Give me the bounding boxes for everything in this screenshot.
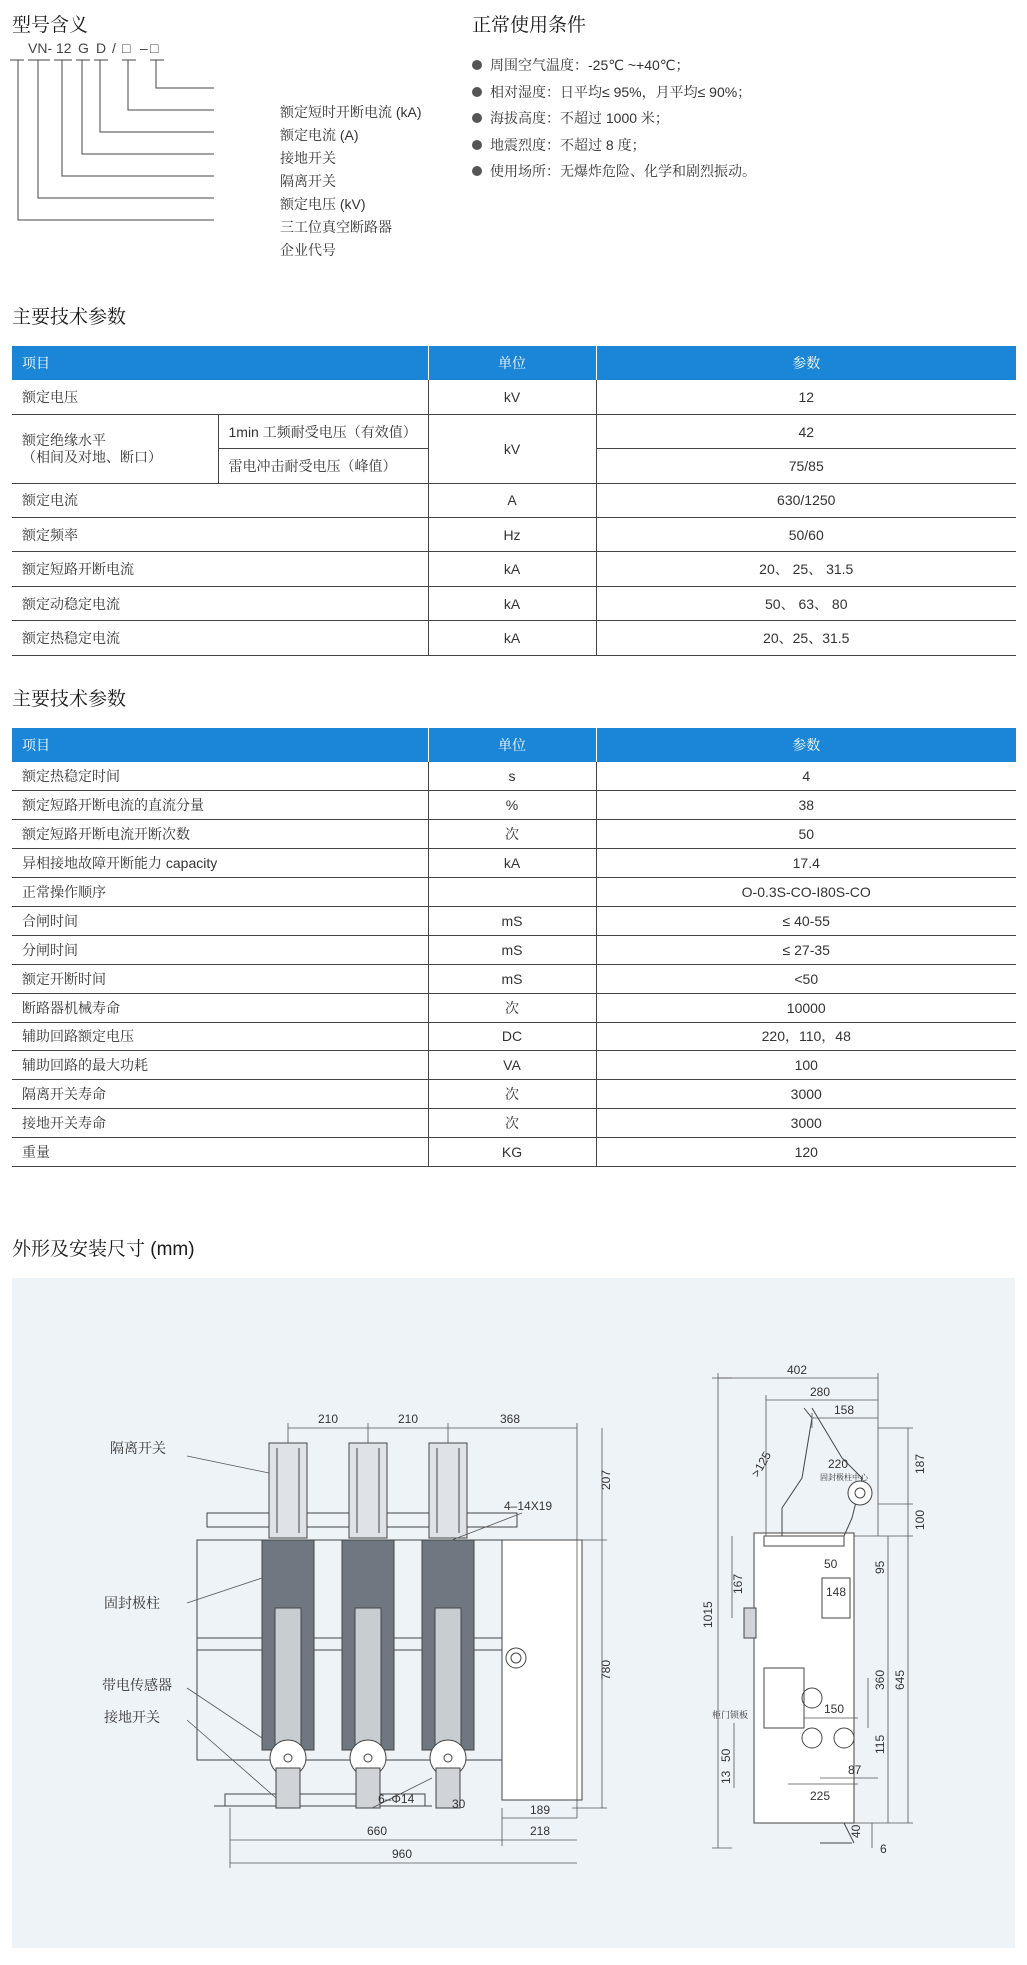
code-part-vn: VN- [28, 40, 53, 56]
dim-side-225: 225 [810, 1789, 831, 1803]
dim-front-189: 189 [530, 1803, 551, 1817]
dim-side-50b: 50 [719, 1748, 733, 1762]
table2-title: 主要技术参数 [12, 689, 127, 710]
dim-front-207: 207 [599, 1469, 613, 1490]
cell-value: 3000 [596, 1109, 1016, 1138]
dim-side-158: 158 [834, 1403, 855, 1417]
bullet-icon [472, 166, 482, 176]
cell-value: 20、25、31.5 [596, 621, 1016, 655]
model-code-diagram [10, 40, 450, 268]
cell-item: 额定热稳定时间 [12, 762, 428, 791]
cell-item: 分闸时间 [12, 935, 428, 964]
cell-subitem: 1min 工频耐受电压（有效值） [218, 414, 428, 448]
dim-side-100: 100 [913, 1509, 927, 1530]
cell-item [12, 414, 218, 483]
condition-text: 地震烈度：不超过 8 度； [490, 136, 646, 153]
bullet-icon [472, 60, 482, 70]
cell-value: 17.4 [596, 849, 1016, 878]
dim-side-148: 148 [826, 1585, 847, 1599]
dim-side-402: 402 [787, 1363, 808, 1377]
cell-item: 额定短路开断电流 [12, 552, 428, 586]
cell-item: 额定电流 [12, 483, 428, 517]
cell-item: 正常操作顺序 [12, 878, 428, 907]
dim-front-218: 218 [530, 1824, 551, 1838]
table-row [12, 552, 1016, 586]
label-breaker-type: 三工位真空断路器 [280, 219, 392, 235]
dim-side-6: 6 [880, 1842, 887, 1856]
cell-value: 50 [596, 820, 1016, 849]
cell-item: 额定热稳定电流 [12, 621, 428, 655]
conditions-list [472, 52, 992, 185]
table-row [12, 993, 1016, 1022]
cell-item: 断路器机械寿命 [12, 993, 428, 1022]
cell-item: 重量 [12, 1138, 428, 1167]
cell-item: 额定短路开断电流的直流分量 [12, 791, 428, 820]
cell-item: 接地开关寿命 [12, 1109, 428, 1138]
label-rated-current: 额定电流 (A) [280, 127, 359, 143]
bullet-icon [472, 87, 482, 97]
table-header-row [12, 728, 1016, 762]
cell-item: 异相接地故障开断能力 capacity [12, 849, 428, 878]
dim-front-210a: 210 [318, 1412, 339, 1426]
cell-unit: A [428, 483, 596, 517]
cell-item: 额定短路开断电流开断次数 [12, 820, 428, 849]
cell-unit: VA [428, 1051, 596, 1080]
cell-value: O-0.3S-CO-I80S-CO [596, 878, 1016, 907]
cell-value: <50 [596, 964, 1016, 993]
dimension-drawing [12, 1278, 1015, 1948]
condition-item [472, 79, 992, 106]
table-row [12, 878, 1016, 907]
table-row [12, 935, 1016, 964]
callout-pole: 固封极柱 [104, 1595, 160, 1611]
cell-value: 12 [596, 380, 1016, 414]
table1-title: 主要技术参数 [12, 307, 127, 328]
dim-side-50a: 50 [824, 1557, 838, 1571]
table-row [12, 1138, 1016, 1167]
cell-item: 辅助回路额定电压 [12, 1022, 428, 1051]
cell-value: 100 [596, 1051, 1016, 1080]
code-part-d: D [96, 40, 107, 56]
cell-item: 隔离开关寿命 [12, 1080, 428, 1109]
label-company-code: 企业代号 [280, 242, 336, 258]
cell-unit: DC [428, 1022, 596, 1051]
cell-unit: 次 [428, 820, 596, 849]
label-rated-voltage: 额定电压 (kV) [280, 196, 366, 212]
cell-value: 4 [596, 762, 1016, 791]
cell-value: ≤ 27-35 [596, 935, 1016, 964]
cell-item: 合闸时间 [12, 906, 428, 935]
dimension-drawing-panel [12, 1278, 1015, 1948]
condition-text: 周围空气温度：-25℃ ~+40℃； [490, 57, 690, 74]
cell-value: 120 [596, 1138, 1016, 1167]
condition-text: 使用场所：无爆炸危险、化学和剧烈振动。 [490, 163, 756, 180]
cell-unit: mS [428, 935, 596, 964]
drawing-section-title: 外形及安装尺寸 (mm) [12, 1239, 195, 1260]
dim-side-187: 187 [913, 1453, 927, 1474]
dim-front-660: 660 [367, 1824, 388, 1838]
dim-front-368: 368 [500, 1412, 521, 1426]
dim-side-13: 13 [719, 1770, 733, 1784]
dim-front-bolt: 6–Φ14 [378, 1792, 415, 1806]
code-part-slash: / [112, 40, 116, 56]
label-earth-switch: 接地开关 [280, 150, 336, 166]
cell-unit: 次 [428, 1109, 596, 1138]
callout-earth: 接地开关 [104, 1709, 160, 1725]
cell-unit: % [428, 791, 596, 820]
cell-unit: kA [428, 849, 596, 878]
table-row [12, 964, 1016, 993]
cell-value: 3000 [596, 1080, 1016, 1109]
header-item: 项目 [12, 346, 428, 380]
cell-item: 额定动稳定电流 [12, 586, 428, 620]
dim-side-220: 220 [828, 1457, 849, 1471]
cell-value: 50、 63、 80 [596, 586, 1016, 620]
dim-front-780: 780 [599, 1659, 613, 1680]
cell-item: 辅助回路的最大功耗 [12, 1051, 428, 1080]
header-item: 项目 [12, 728, 428, 762]
dim-side-87: 87 [848, 1763, 862, 1777]
cell-value: 220，110，48 [596, 1022, 1016, 1051]
pole-1 [262, 1443, 314, 1808]
conditions-section-title: 正常使用条件 [472, 15, 587, 36]
cell-value: 630/1250 [596, 483, 1016, 517]
cell-value: ≤ 40-55 [596, 906, 1016, 935]
cell-value: 42 [596, 414, 1016, 448]
dim-front-30: 30 [452, 1797, 466, 1811]
condition-text: 海拔高度：不超过 1000 米； [490, 110, 669, 127]
condition-item [472, 105, 992, 132]
dim-side-360: 360 [873, 1669, 887, 1690]
dim-side-95: 95 [873, 1560, 887, 1574]
bullet-icon [472, 140, 482, 150]
header-value: 参数 [596, 728, 1016, 762]
cell-value: 38 [596, 791, 1016, 820]
cell-unit: kV [428, 414, 596, 483]
table-row [12, 1080, 1016, 1109]
dim-front-960: 960 [392, 1847, 413, 1861]
main-params-table [12, 346, 1016, 656]
condition-item [472, 132, 992, 159]
cell-item: 额定电压 [12, 380, 428, 414]
table-row [12, 1109, 1016, 1138]
callout-isolator: 隔离开关 [110, 1440, 166, 1456]
condition-item [472, 158, 992, 185]
table-row [12, 1051, 1016, 1080]
dim-side-center-note: 固封极柱中心 [820, 1473, 868, 1482]
cell-unit: kA [428, 552, 596, 586]
code-part-box1: □ [122, 40, 131, 56]
table-row [12, 380, 1016, 414]
cell-unit: KG [428, 1138, 596, 1167]
dim-side-645: 645 [893, 1669, 907, 1690]
table-row [12, 820, 1016, 849]
dim-side-280: 280 [810, 1385, 831, 1399]
cell-unit: kA [428, 621, 596, 655]
table-header-row [12, 346, 1016, 380]
code-part-box2: □ [150, 40, 159, 56]
pole-3 [422, 1443, 474, 1808]
cell-unit: s [428, 762, 596, 791]
condition-text: 相对湿度：日平均≤ 95%，月平均≤ 90%； [490, 83, 752, 100]
table-row [12, 414, 1016, 448]
cell-unit: mS [428, 964, 596, 993]
cell-unit: mS [428, 906, 596, 935]
condition-item [472, 52, 992, 79]
table-row [12, 518, 1016, 552]
dim-side-150: 150 [824, 1702, 845, 1716]
cell-unit: kA [428, 586, 596, 620]
dim-side-1015: 1015 [701, 1601, 715, 1628]
table-row [12, 762, 1016, 791]
pole-2 [342, 1443, 394, 1808]
table-row [12, 586, 1016, 620]
header-unit: 单位 [428, 346, 596, 380]
header-value: 参数 [596, 346, 1016, 380]
cell-subitem: 雷电冲击耐受电压（峰值） [218, 449, 428, 483]
cell-value: 10000 [596, 993, 1016, 1022]
cell-item-line1: 额定绝缘水平 [22, 431, 106, 448]
dim-side-167: 167 [731, 1573, 745, 1594]
dim-front-210b: 210 [398, 1412, 419, 1426]
cell-value: 75/85 [596, 449, 1016, 483]
label-breaking-current: 额定短时开断电流 (kA) [280, 104, 422, 120]
cell-item-line2: （相间及对地、断口） [22, 448, 162, 465]
table2-body [12, 762, 1016, 1166]
dim-front-holes: 4–14X19 [504, 1499, 553, 1513]
table-row [12, 1022, 1016, 1051]
bullet-icon [472, 113, 482, 123]
cell-item: 额定频率 [12, 518, 428, 552]
table-row [12, 483, 1016, 517]
table-row [12, 849, 1016, 878]
header-unit: 单位 [428, 728, 596, 762]
table-row [12, 621, 1016, 655]
callout-sensor: 带电传感器 [102, 1677, 172, 1693]
cell-unit: 次 [428, 1080, 596, 1109]
dim-side-lock-note: 柜门锁板 [712, 1710, 749, 1720]
code-part-dash: – [140, 40, 148, 56]
cell-value: 50/60 [596, 518, 1016, 552]
extra-params-table [12, 728, 1016, 1167]
table-row [12, 906, 1016, 935]
dim-side-40: 40 [849, 1824, 863, 1838]
cell-unit: kV [428, 380, 596, 414]
code-part-g: G [78, 40, 89, 56]
dim-side-125: >125 [748, 1449, 775, 1480]
model-section-title: 型号含义 [12, 15, 89, 36]
cell-unit [428, 878, 596, 907]
cell-value: 20、 25、 31.5 [596, 552, 1016, 586]
label-isolator: 隔离开关 [280, 173, 336, 189]
code-part-12: 12 [56, 40, 72, 56]
cell-unit: 次 [428, 993, 596, 1022]
table-row [12, 791, 1016, 820]
cell-item: 额定开断时间 [12, 964, 428, 993]
dim-side-115: 115 [873, 1734, 887, 1754]
cell-unit: Hz [428, 518, 596, 552]
